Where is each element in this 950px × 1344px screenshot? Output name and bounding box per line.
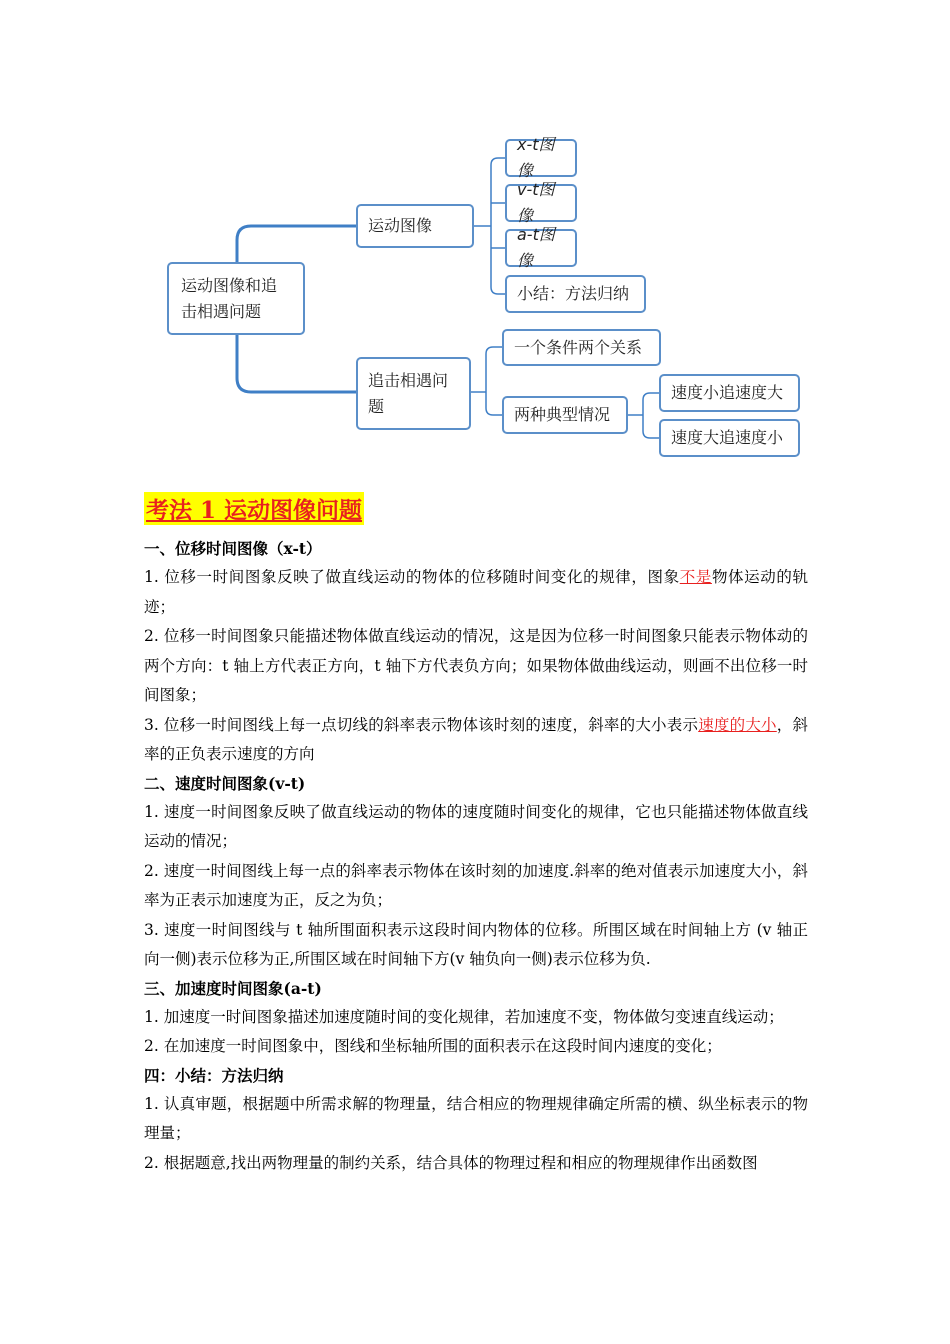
text: 物体运动的轨迹； [144,568,808,616]
paragraph [144,1003,808,1033]
mindmap-node-at [505,225,577,270]
node-label: x-t图像 [517,135,555,180]
mind-map-connectors [0,0,950,470]
node-label: 运动图像 [368,216,433,235]
text: ，斜率的正负表示速度的方向 [144,715,808,763]
node-label: 小结：方法归纳 [517,284,630,303]
section-title: 四：小结：方法归纳 [144,1065,284,1085]
mindmap-node-slow-chase-fast [659,374,800,412]
paragraph [144,622,808,711]
mindmap-node-motion-graphs [356,204,474,248]
mindmap-node-xt [505,135,577,180]
mindmap-node-summary [505,275,646,313]
mindmap-node-two-cases [502,396,628,434]
mind-map [0,0,950,470]
mindmap-root-label: 运动图像和追击相遇问题 [181,275,278,321]
highlight-text: 不是 [679,568,712,586]
section-title: 三、加速度时间图象(a-t) [144,978,322,998]
section-title: 一、位移时间图像（x-t） [144,539,322,558]
mindmap-node-vt [505,180,577,225]
node-label: a-t图像 [517,225,555,270]
text: 2. 在加速度一时间图象中，图线和坐标轴所围的面积表示在这段时间内速度的变化； [144,1037,722,1055]
text: 3. 速度一时间图线与 t 轴所围面积表示这段时间内物体的位移。所围区域在时间轴上方 (v 轴正向一侧)表示位移为正,所围区域在时间轴下方(v 轴负向一侧)表示位移为负. [144,920,808,968]
paragraph [144,1149,808,1179]
mindmap-root-node [167,262,305,335]
paragraph [144,857,808,916]
text: 3. 位移一时间图线上每一点切线的斜率表示物体该时刻的速度，斜率的大小表示 [144,715,699,734]
paragraph [144,563,808,622]
paragraph [144,798,808,857]
paragraph [144,711,808,770]
section-title: 二、速度时间图象(v-t) [144,773,306,793]
node-label: 追击相遇问题 [368,370,449,416]
text: 2. 速度一时间图线上每一点的斜率表示物体在该时刻的加速度.斜率的绝对值表示加速度大小，斜率为正表示加速度为正，反之为负； [144,861,808,909]
mindmap-node-chase [356,357,471,430]
text: 2. 位移一时间图象只能描述物体做直线运动的情况，这是因为位移一时间图象只能表示物体动的两个方向：t 轴上方代表正方向，t 轴下方代表负方向；如果物体做曲线运动，则画不出位移一时间图象； [144,627,808,704]
paragraph [144,1032,808,1062]
document-body [144,492,808,1178]
mindmap-node-fast-chase-slow [659,419,800,457]
node-label: 速度小追速度大 [671,383,784,402]
text: 1. 加速度一时间图象描述加速度随时间的变化规律，若加速度不变，物体做匀变速直线运动； [144,1007,784,1026]
node-label: 一个条件两个关系 [514,337,643,357]
text: 2. 根据题意,找出两物理量的制约关系，结合具体的物理过程和相应的物理规律作出函数图 [144,1153,758,1172]
text: 1. 认真审题，根据题中所需求解的物理量，结合相应的物理规律确定所需的横、纵坐标表示的物理量； [144,1094,808,1142]
node-label: v-t图像 [517,180,555,225]
mindmap-node-one-condition [502,329,661,366]
node-label: 两种典型情况 [514,405,611,424]
highlight-text: 速度的大小 [698,715,777,734]
paragraph [144,916,808,975]
node-label: 速度大追速度小 [671,428,784,447]
text: 1. 位移一时间图象反映了做直线运动的物体的位移随时间变化的规律，图象 [144,568,680,586]
text: 1. 速度一时间图象反映了做直线运动的物体的速度随时间变化的规律，它也只能描述物体做直线运动的情况； [144,802,808,850]
paragraph [144,1090,808,1149]
page-heading: 考法 1 运动图像问题 [144,492,364,525]
